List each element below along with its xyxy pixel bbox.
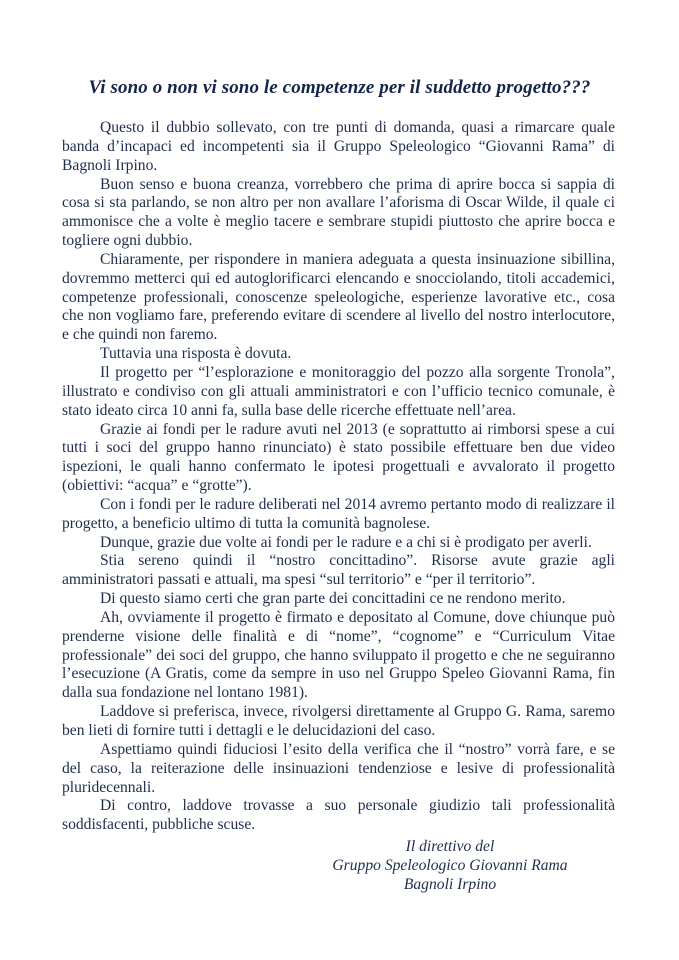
paragraph-11: Ah, ovviamente il progetto è firmato e depositato al Comune, dove chiunque può prenderne visione delle finalità e di “nome”, “cognome” e “Curriculum Vitae professionale” dei soci del gruppo, che hanno sviluppato il progetto e che ne seguiranno l’esecuzione (A Gratis, come da sempre in uso nel Gruppo Speleo Giovanni Rama, fin dalla sua fondazione nel lontano 1981). [62, 608, 615, 702]
signature-line-3: Bagnoli Irpino [403, 876, 497, 893]
signature-line-2: Gruppo Speleologico Giovanni Rama [332, 857, 568, 874]
paragraph-7: Con i fondi per le radure deliberati nel 2014 avremo pertanto modo di realizzare il progetto, a beneficio ultimo di tutta la comunità bagnolese. [62, 495, 615, 532]
paragraph-6: Grazie ai fondi per le radure avuti nel 2013 (e soprattutto ai rimborsi spese a cui tutti i soci del gruppo hanno rinunciato) è stato possibile effettuare ben due video ispezioni, le quali hanno confermato le ipotesi progettuali e avvalorato il progetto (obiettivi: “acqua” e “grotte”). [62, 420, 615, 495]
paragraph-12: Laddove si preferisca, invece, rivolgersi direttamente al Gruppo G. Rama, saremo ben lieti di fornire tutti i dettagli e le delucidazioni del caso. [62, 703, 615, 739]
document-title: Vi sono o non vi sono le competenze per il suddetto progetto??? [88, 77, 591, 98]
paragraph-8: Dunque, grazie due volte ai fondi per le radure e a chi si è prodigato per averli. [100, 533, 592, 551]
signature-line-1: Il direttivo del [405, 838, 495, 855]
paragraph-14: Di contro, laddove trovasse a suo personale giudizio tali professionalità soddisfacenti, pubbliche scuse. [62, 797, 615, 834]
document-body [62, 119, 615, 835]
paragraph-4: Tuttavia una risposta è dovuta. [100, 345, 292, 363]
paragraph-5: Il progetto per “l’esplorazione e monitoraggio del pozzo alla sorgente Tronola”, illustrato e condiviso con gli attuali amministratori e con l’ufficio tecnico comunale, è stato ideato circa 10 anni fa, sulla base delle ricerche effettuate nell’area. [62, 363, 615, 419]
paragraph-10: Di questo siamo certi che gran parte dei concittadini ce ne rendono merito. [100, 590, 566, 608]
paragraph-13: Aspettiamo quindi fiduciosi l’esito della verifica che il “nostro” vorrà fare, e se del caso, la reiterazione delle insinuazioni tendenziose e lesive di professionalità pluridecennali. [62, 740, 615, 796]
paragraph-1: Questo il dubbio sollevato, con tre punti di domanda, quasi a rimarcare quale banda d’incapaci ed incompetenti sia il Gruppo Speleologico “Giovanni Rama” di Bagnoli Irpino. [62, 119, 615, 174]
paragraph-3: Chiaramente, per rispondere in maniera adeguata a questa insinuazione sibillina, dovremmo metterci qui ed autoglorificarci elencando e snocciolando, titoli accademici, competenze professionali, conoscenze speleologiche, esperienze lavorative etc., cosa che non vogliamo fare, preferendo evitare di scendere al livello del nostro interlocutore, e che quindi non faremo. [62, 250, 615, 344]
paragraph-2: Buon senso e buona creanza, vorrebbero che prima di aprire bocca si sappia di cosa si sta parlando, se non altro per non avallare l’aforisma di Oscar Wilde, il quale ci ammonisce che a volte è meglio tacere e sembrare stupidi piuttosto che aprire bocca e togliere ogni dubbio. [62, 175, 615, 250]
paragraph-9: Stia sereno quindi il “nostro concittadino”. Risorse avute grazie agli amministratori passati e attuali, ma spesi “sul territorio” e “per il territorio”. [62, 552, 615, 589]
signature-block [300, 837, 600, 894]
